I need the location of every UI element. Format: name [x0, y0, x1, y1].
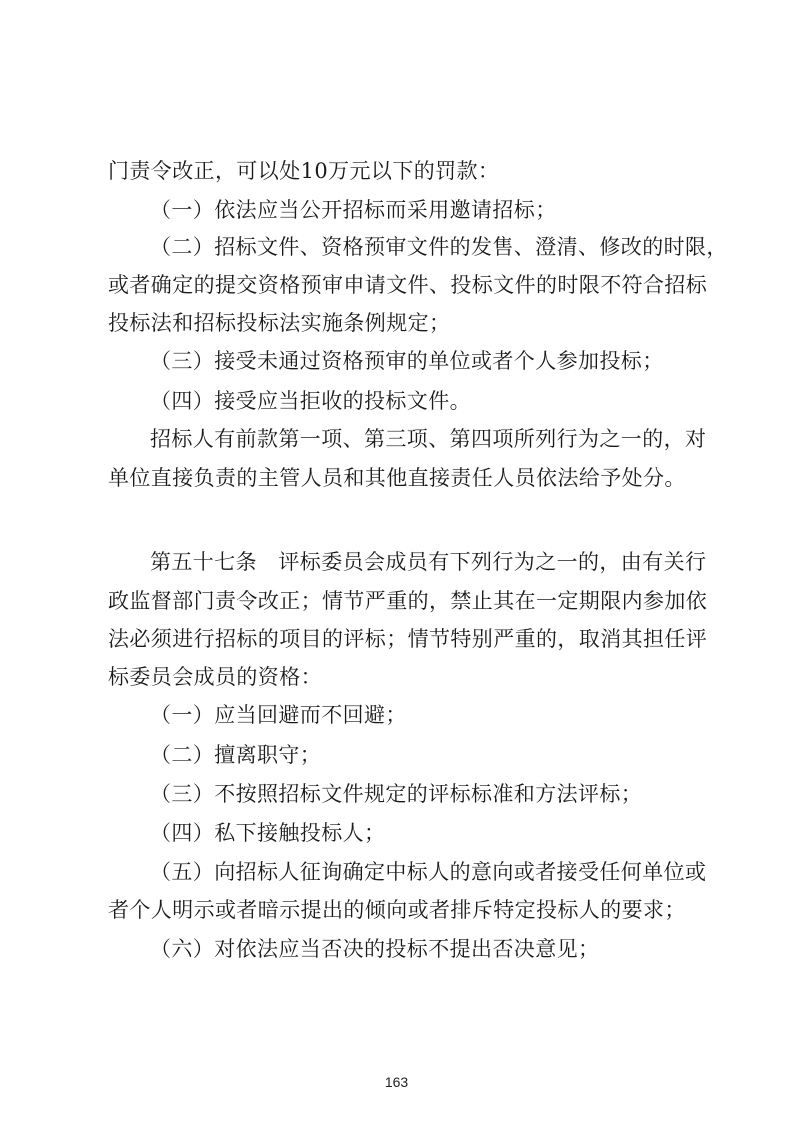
text-line: （一）依法应当公开招标而采用邀请招标；	[150, 198, 557, 222]
text-line: （二）擅离职守；	[150, 743, 322, 767]
page-number: 163	[384, 1074, 409, 1090]
text-line: （四）接受应当拒收的投标文件。	[150, 389, 471, 413]
text-line: 者个人明示或者暗示提出的倾向或者排斥特定投标人的要求；	[108, 898, 686, 922]
article-heading-line: 第五十七条 评标委员会成员有下列行为之一的，由有关行	[150, 550, 707, 574]
text-line: （五）向招标人征询确定中标人的意向或者接受任何单位或	[150, 860, 707, 884]
text-line: （四）私下接触投标人；	[150, 821, 386, 845]
text-line: （二）招标文件、资格预审文件的发售、澄清、修改的时限，	[150, 235, 728, 259]
text-line: 投标法和招标投标法实施条例规定；	[108, 311, 451, 335]
text-line: 门责令改正，可以处10万元以下的罚款：	[108, 159, 500, 183]
text-line: 单位直接负责的主管人员和其他直接责任人员依法给予处分。	[108, 466, 686, 490]
text-line: 法必须进行招标的项目的评标；情节特别严重的，取消其担任评	[108, 627, 708, 651]
text-line: （六）对依法应当否决的投标不提出否决意见；	[150, 937, 600, 961]
text-line: （一）应当回避而不回避；	[150, 703, 407, 727]
text-line: 或者确定的提交资格预审申请文件、投标文件的时限不符合招标	[108, 273, 708, 297]
text-line: 标委员会成员的资格：	[108, 665, 322, 689]
text-line: （三）接受未通过资格预审的单位或者个人参加投标；	[150, 349, 664, 373]
text-line: （三）不按照招标文件规定的评标标准和方法评标；	[150, 782, 643, 806]
text-line: 政监督部门责令改正；情节严重的，禁止其在一定期限内参加依	[108, 589, 708, 613]
text-line: 招标人有前款第一项、第三项、第四项所列行为之一的，对	[150, 427, 707, 451]
